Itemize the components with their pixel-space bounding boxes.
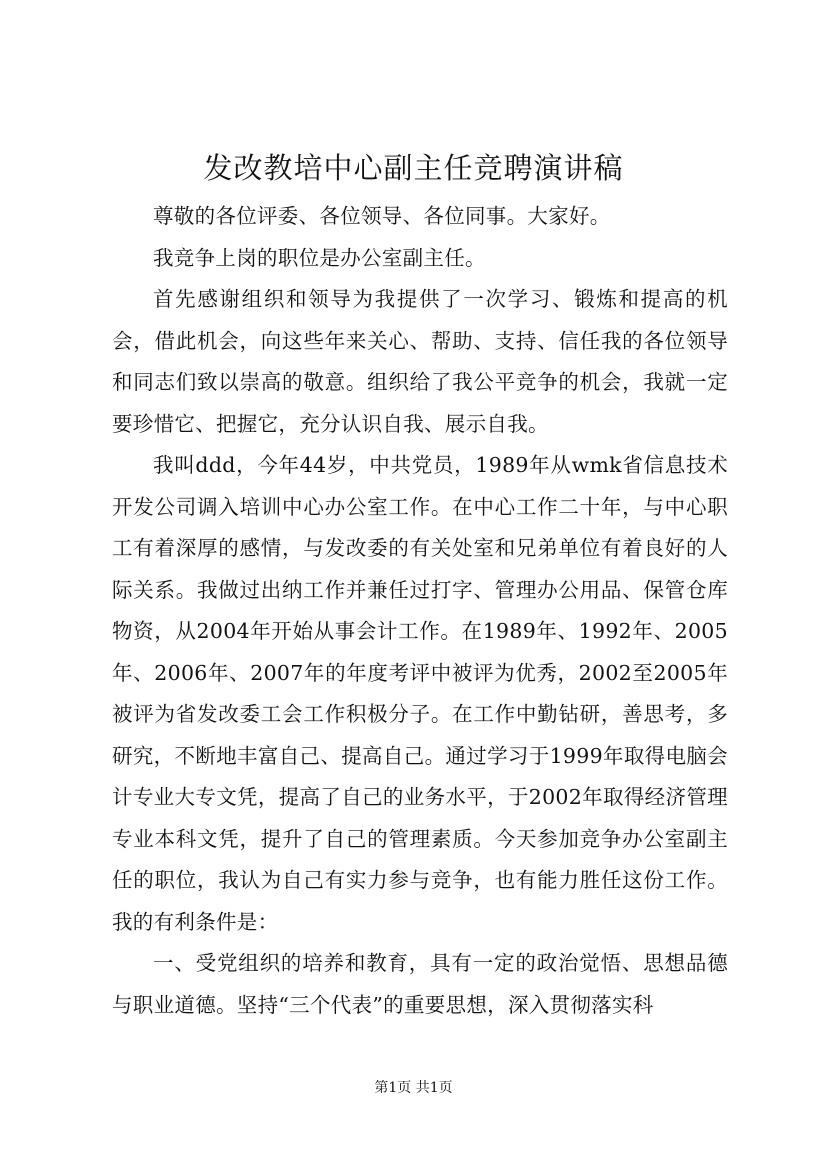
paragraph-position: 我竞争上岗的职位是办公室副主任。 bbox=[153, 245, 486, 270]
page-number-footer: 第1页 共1页 bbox=[374, 1080, 453, 1096]
document-body bbox=[112, 196, 728, 1026]
document-title: 发改教培中心副主任竞聘演讲稿 bbox=[203, 151, 624, 185]
paragraph-self-introduction: 我叫ddd，今年44岁，中共党员，1989年从wmk省信息技术开发公司调入培训中心办公室工作。在中心工作二十年，与中心职工有着深厚的感情，与发改委的有关处室和兄弟单位有着良好的人际关系。我做过出纳工作并兼任过打字、管理办公用品、保管仓库物资，从2004年开始从事会计工作。在1989年、1992年、2005年、2006年、2007年的年度考评中被评为优秀，2002至2005年被评为省发改委工会工作积极分子。在工作中勤钻研，善思考，多研究，不断地丰富自己、提高自己。通过学习于1999年取得电脑会计专业大专文凭，提高了自己的业务水平，于2002年取得经济管理专业本科文凭，提升了自己的管理素质。今天参加竞争办公室副主任的职位，我认为自己有实力参与竞争，也有能力胜任这份工作。我的有利条件是： bbox=[112, 453, 728, 934]
paragraph-greeting: 尊敬的各位评委、各位领导、各位同事。大家好。 bbox=[153, 204, 611, 228]
paragraph-thanks: 首先感谢组织和领导为我提供了一次学习、锻炼和提高的机会，借此机会，向这些年来关心、帮助、支持、信任我的各位领导和同志们致以崇高的敬意。组织给了我公平竞争的机会，我就一定要珍惜它、把握它，充分认识自我、展示自我。 bbox=[112, 287, 728, 436]
paragraph-condition-one: 一、受党组织的培养和教育，具有一定的政治觉悟、思想品德与职业道德。坚持“三个代表”的重要思想，深入贯彻落实科 bbox=[112, 951, 728, 1017]
